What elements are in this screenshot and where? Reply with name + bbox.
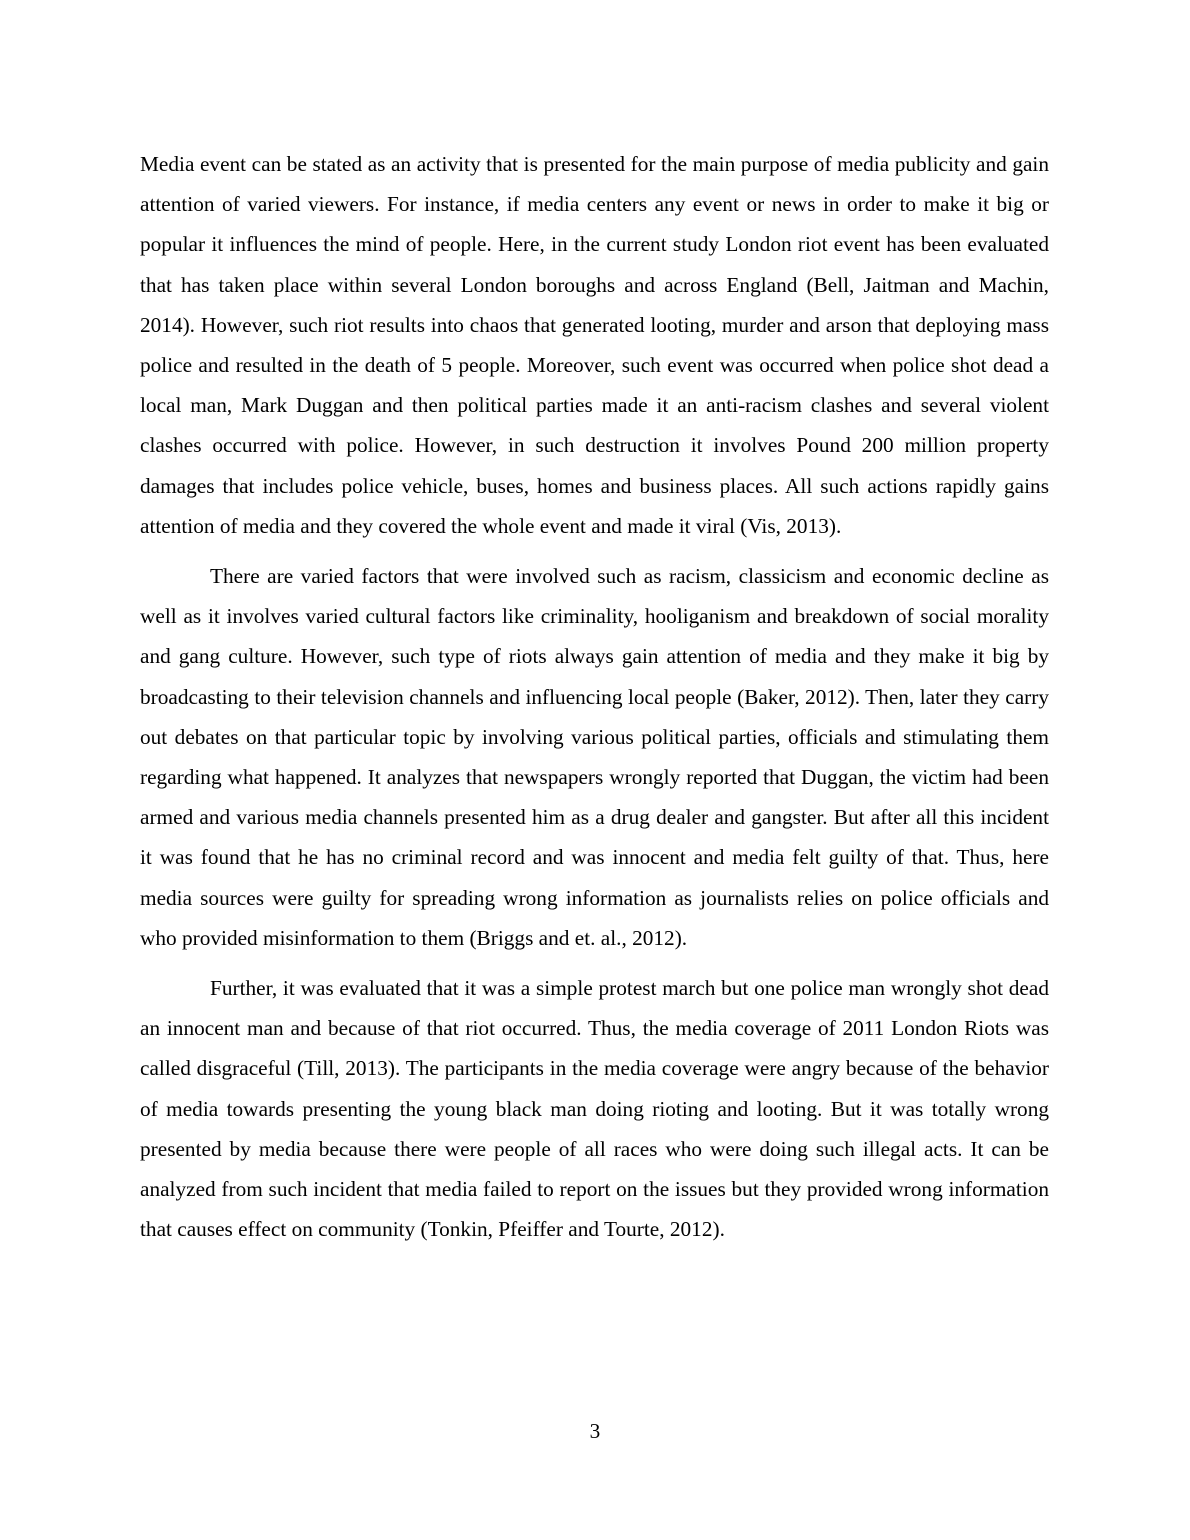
page-number: 3	[589, 1419, 601, 1443]
paragraph-3: Further, it was evaluated that it was a simple protest march but one police man wrongly shot dead an innocent man and because of that riot occurred. Thus, the media coverage of 2011 London Riots was called disgraceful (Till, 2013). The participants in the media coverage were angry because of the behavior of media towards presenting the young black man doing rioting and looting. But it was totally wrong presented by media because there were people of all races who were doing such illegal acts. It can be analyzed from such incident that media failed to report on the issues but they provided wrong information that causes effect on community (Tonkin, Pfeiffer and Tourte, 2012).	[140, 976, 1049, 1242]
body-text	[140, 144, 1049, 1259]
paragraph-2: There are varied factors that were involved such as racism, classicism and economic decline as well as it involves varied cultural factors like criminality, hooliganism and breakdown of social morality and gang culture. However, such type of riots always gain attention of media and they make it big by broadcasting to their television channels and influencing local people (Baker, 2012). Then, later they carry out debates on that particular topic by involving various political parties, officials and stimulating them regarding what happened. It analyzes that newspapers wrongly reported that Duggan, the victim had been armed and various media channels presented him as a drug dealer and gangster. But after all this incident it was found that he has no criminal record and was innocent and media felt guilty of that. Thus, here media sources were guilty for spreading wrong information as journalists relies on police officials and who provided misinformation to them (Briggs and et. al., 2012).	[140, 564, 1049, 950]
paragraph-1: Media event can be stated as an activity that is presented for the main purpose of media publicity and gain attention of varied viewers. For instance, if media centers any event or news in order to make it big or popular it influences the mind of people. Here, in the current study London riot event has been evaluated that has taken place within several London boroughs and across England (Bell, Jaitman and Machin, 2014). However, such riot results into chaos that generated looting, murder and arson that deploying mass police and resulted in the death of 5 people. Moreover, such event was occurred when police shot dead a local man, Mark Duggan and then political parties made it an anti-racism clashes and several violent clashes occurred with police. However, in such destruction it involves Pound 200 million property damages that includes police vehicle, buses, homes and business places. All such actions rapidly gains attention of media and they covered the whole event and made it viral (Vis, 2013).	[140, 152, 1049, 538]
